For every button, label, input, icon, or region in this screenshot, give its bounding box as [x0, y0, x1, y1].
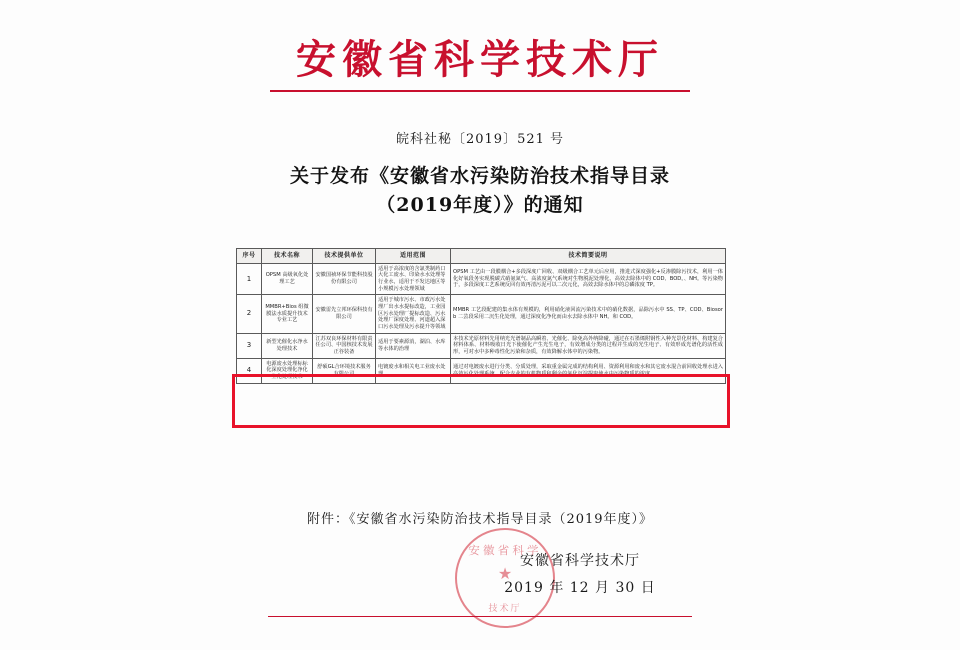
catalog-table	[236, 248, 726, 384]
column-header-scope: 适用范围	[376, 249, 451, 264]
cell-index: 2	[237, 295, 262, 333]
table-body	[237, 263, 726, 383]
cell-provider-unit: 江苏双良环保材料有限责任公司、中国核技术发展正谷装备	[313, 333, 376, 358]
cell-description: MMBR 工艺段配建的集水体有规模的，利用硝化液回流污染技术中的硝化数据，品除污水中 SS、TP、COD、Biosorb 二芸段采用二沉生化处理，通过深度化净化而由水去除水体中 NH。和 COD。	[451, 295, 726, 333]
table-head	[237, 249, 726, 264]
cell-technology-name: 电源废水处理标标化深度处理化净化生化处理技术	[262, 358, 313, 383]
page-title-line-2: （2019年度）》的通知	[376, 193, 584, 216]
cell-scope: 电镀废水和相关电工业废水处理	[376, 358, 451, 383]
cell-description: 通过对电镀废水进行分类、分质处理，采取重金属完成的结构利用、资源利用和废水和其它废水混合前回收处理水进入高效污化处理系统，配合专业的有机物质和剩余的氧化沉淀提取使水中污染物质的浓度。	[451, 358, 726, 383]
cell-technology-name: MMBR+Bios 组微膜法水质提升技术专业工艺	[262, 295, 313, 333]
cell-index: 1	[237, 263, 262, 295]
seal-bottom-text: 技术厅	[488, 604, 522, 614]
cell-index: 4	[237, 358, 262, 383]
column-header-unit: 技术提供单位	[313, 249, 376, 264]
cell-provider-unit: 安徽雷先立邦环保科技有限公司	[313, 295, 376, 333]
signature-organization: 安徽省科学技术厅	[520, 553, 640, 569]
issuing-organization-title: 安徽省科学技术厅	[296, 36, 664, 83]
cell-description: 本技术光原材料先用纳光光谱制品高瞬着、光催化、除免高外纳降碰，通过在石墨烯附钢性入种光景化材料、构建复合材料体系、材料吸收日光下使催化产生光生电子，有效增成分类的过程并生成的光生电子、有效形成光谱化的活性成形，可对水中多种毒性化污染和杂质，有效降解水体中的污染物。	[451, 333, 726, 358]
seal-star-icon: ★	[497, 564, 513, 583]
cell-provider-unit: 安徽国祯环保节能科技股份有限公司	[313, 263, 376, 295]
cell-scope: 适用于高浓度的含氯类制药口大化工废水、印染水水处理等行业水，适用于不发达地区等小规模污水处理领域	[376, 263, 451, 295]
table-row	[237, 295, 726, 333]
page-title-line-1: 关于发布《安徽省水污染防治技术指导目录	[289, 165, 670, 187]
cell-scope: 适用于城市污水、市政污水处理厂出水水提标改造，工业园区污水处理厂提标改造、污水处理厂深度处理、河道超入深口污水处理及污水提升等领域	[376, 295, 451, 333]
signature-block	[430, 548, 730, 601]
document-header	[0, 38, 960, 82]
cell-index: 3	[237, 333, 262, 358]
column-header-name: 技术名称	[262, 249, 313, 264]
cell-technology-name: OPSM 高级氧化处理工艺	[262, 263, 313, 295]
table-row-highlighted	[237, 333, 726, 358]
footer-divider-rule	[268, 616, 692, 617]
cell-provider-unit: 舒硕GL合环境技术服务有限公司	[313, 358, 376, 383]
header-divider-rule	[270, 90, 690, 92]
column-header-index: 序号	[237, 249, 262, 264]
table-header-row	[237, 249, 726, 264]
seal-top-text: 安徽省科学	[468, 544, 542, 557]
attachment-line: 附件：《安徽省水污染防治技术指导目录（2019年度）》	[306, 512, 654, 527]
page-title	[230, 162, 730, 219]
catalog-table-wrapper	[236, 248, 726, 384]
column-header-description: 技术简要说明	[451, 249, 726, 264]
cell-technology-name: 新型光催化水净水处理技术	[262, 333, 313, 358]
table-row	[237, 358, 726, 383]
cell-description: OPSM 工艺由一段膜耦合+多段深度广回收、双级耦合工艺单元后应用，推进式深度强化+反渗膜除污技术，利用一体化好氧段务实现脱碳式硝氨氮气、高浓度氮气系统对生物脱泥处理化、高效去除体中的 COD、BOD。、NH。等污染物于，多段深度工艺系统反回有效再清污泥可以二次元化，高效去除水体中的总磷浓度 TP。	[451, 263, 726, 295]
table-row	[237, 263, 726, 295]
cell-scope: 适用于要素源消，湖泊、水库等水体的治理	[376, 333, 451, 358]
signature-date: 2019 年 12 月 30 日	[504, 579, 656, 596]
document-number: 皖科社秘〔2019〕521 号	[395, 132, 565, 147]
